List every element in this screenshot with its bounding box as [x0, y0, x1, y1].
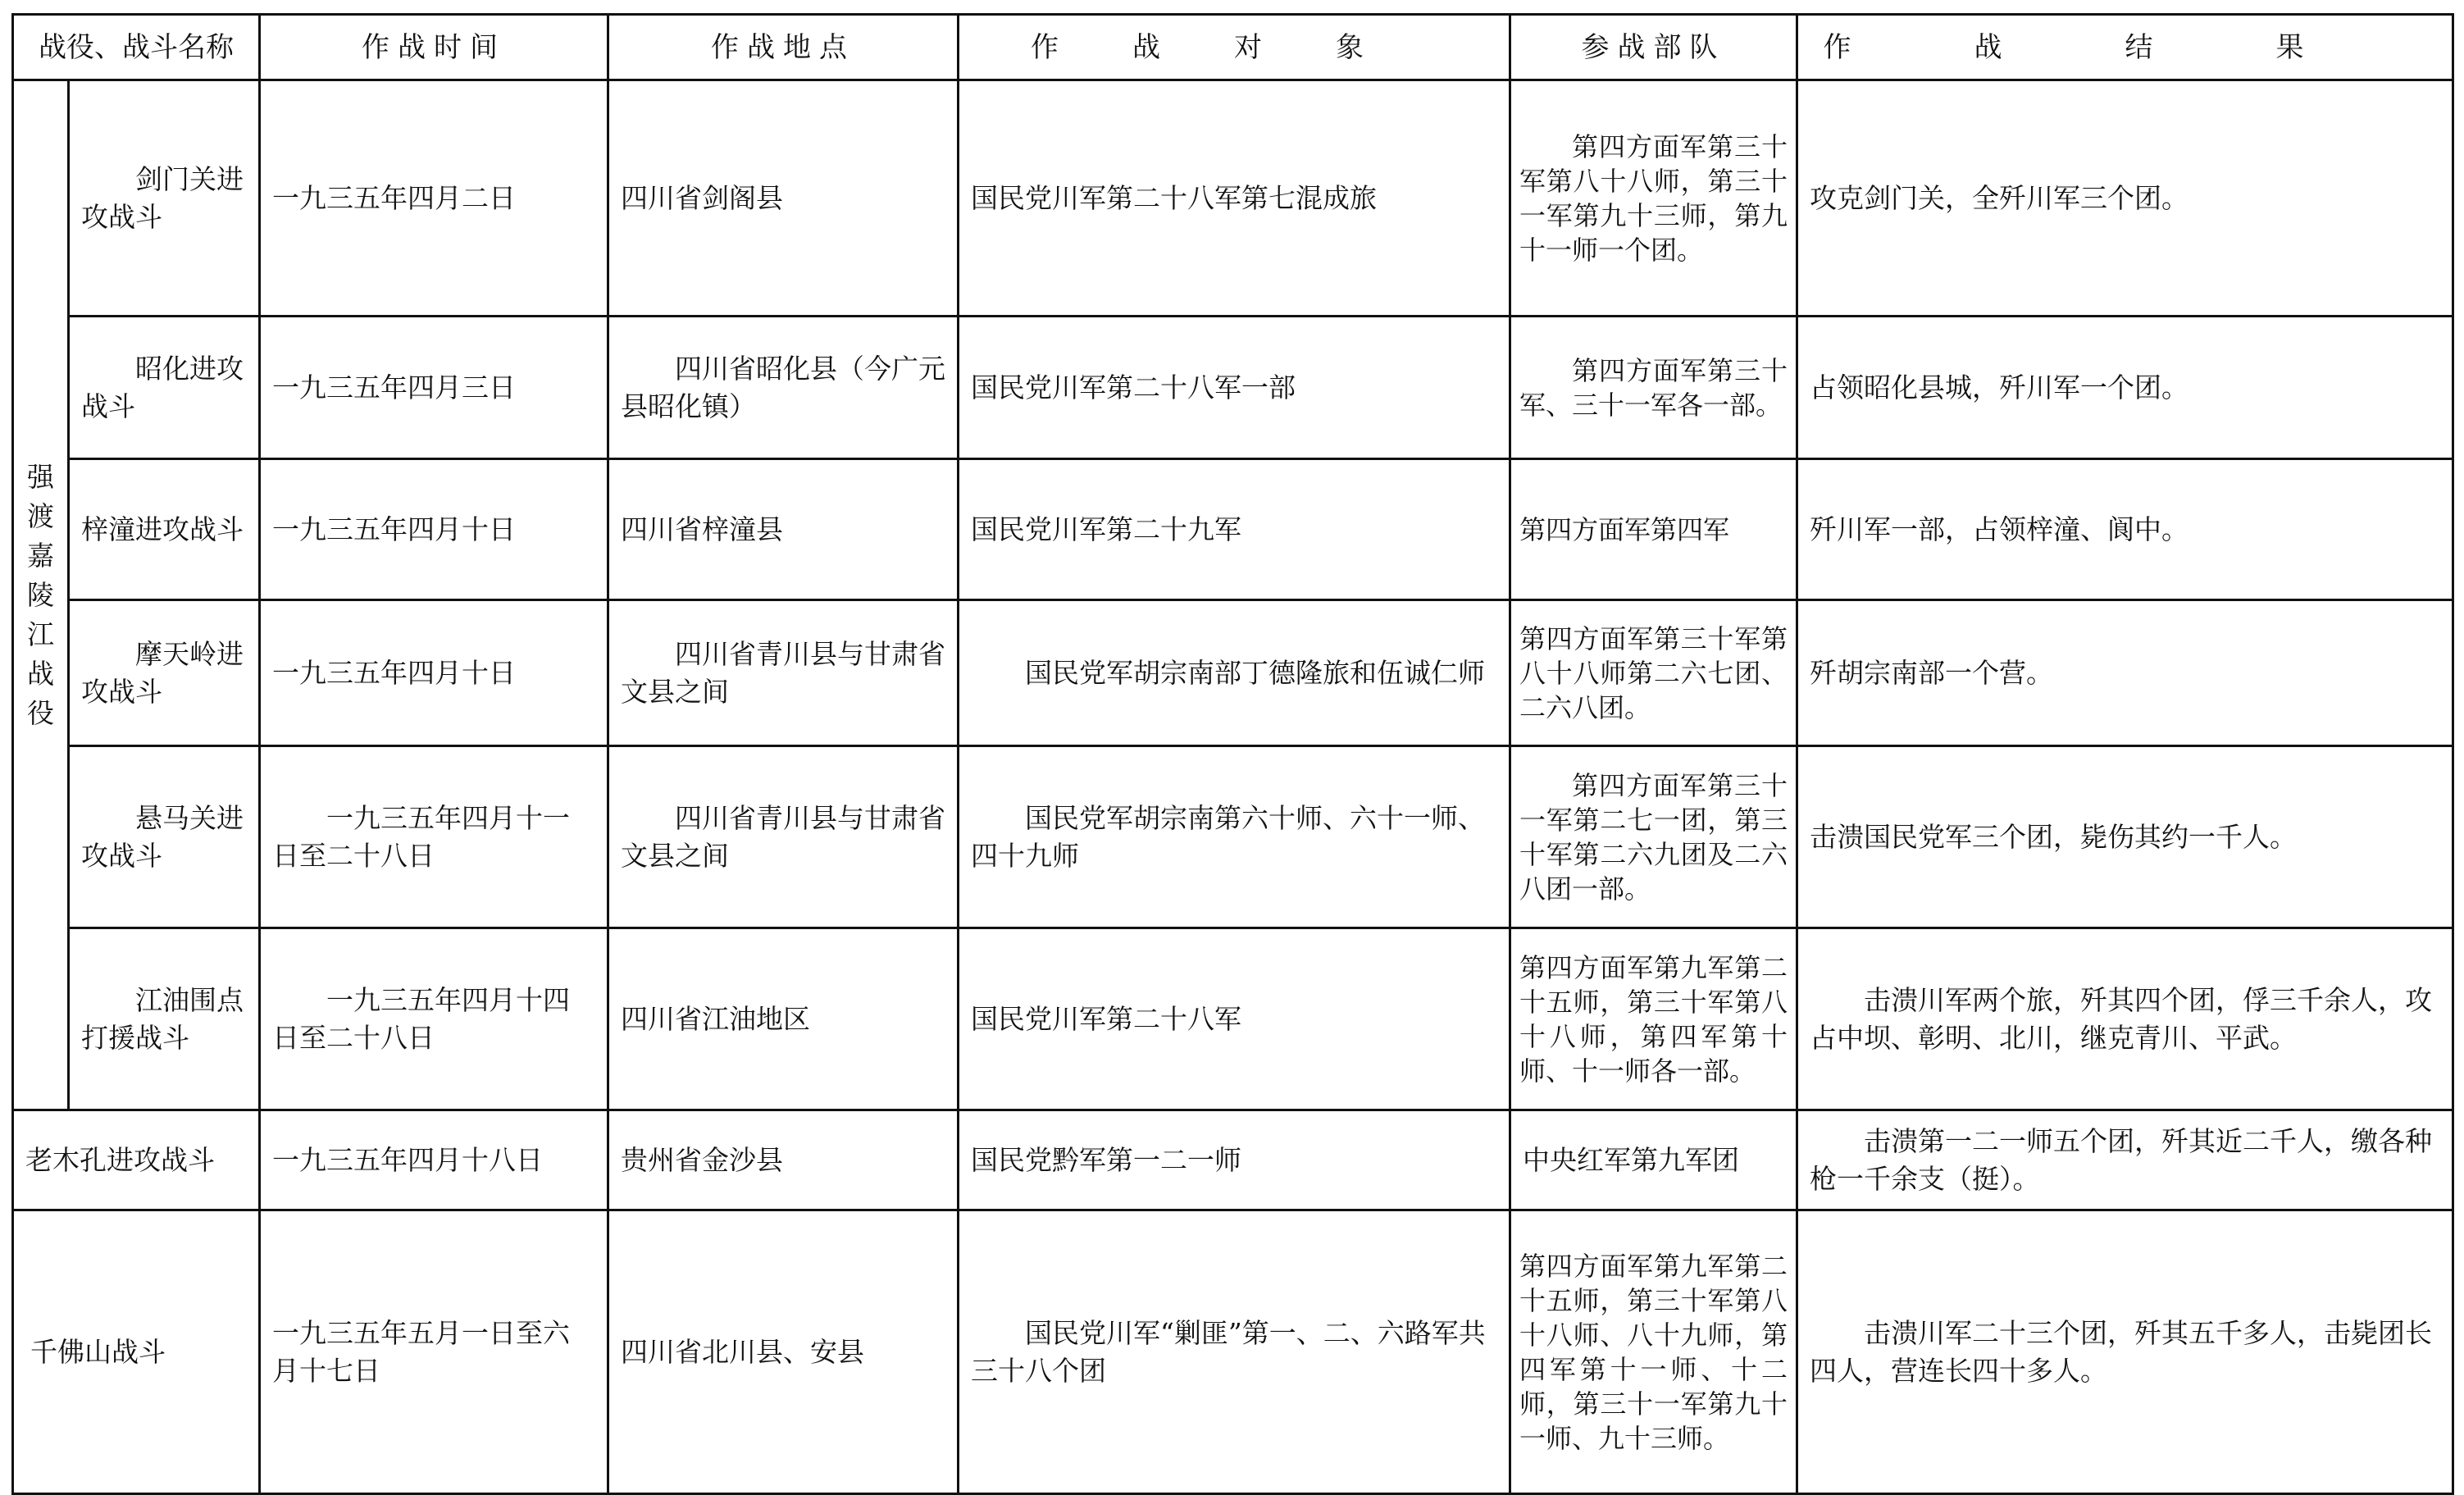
battle-place: 四川省昭化县（今广元县昭化镇） [608, 317, 959, 459]
battle-result: 占领昭化县城，歼川军一个团。 [1797, 317, 2453, 459]
header-units: 参战部队 [1510, 15, 1797, 80]
battle-time: 一九三五年四月十八日 [260, 1110, 608, 1210]
battle-place: 四川省北川县、安县 [608, 1210, 959, 1494]
battle-place: 四川省青川县与甘肃省文县之间 [608, 746, 959, 928]
battle-target: 国民党军胡宗南部丁德隆旅和伍诚仁师 [959, 600, 1510, 746]
battle-place: 贵州省金沙县 [608, 1110, 959, 1210]
battle-units: 第四方面军第三十军、三十一军各一部。 [1510, 317, 1797, 459]
battle-place: 四川省江油地区 [608, 928, 959, 1110]
battle-result: 击溃川军两个旅，歼其四个团，俘三千余人，攻占中坝、彰明、北川，继克青川、平武。 [1797, 928, 2453, 1110]
table-row [13, 317, 2453, 459]
battle-time: 一九三五年四月三日 [260, 317, 608, 459]
campaign-name: 强 渡 嘉 陵 江 战 役 [13, 80, 69, 1110]
battle-place: 四川省剑阁县 [608, 80, 959, 317]
battle-result: 歼川军一部，占领梓潼、阆中。 [1797, 459, 2453, 600]
battle-time: 一九三五年五月一日至六月十七日 [260, 1210, 608, 1494]
table-row [13, 1210, 2453, 1494]
battle-name: 昭化进攻战斗 [69, 317, 260, 459]
table-row [13, 1110, 2453, 1210]
battle-target: 国民党川军第二十九军 [959, 459, 1510, 600]
battle-place: 四川省青川县与甘肃省文县之间 [608, 600, 959, 746]
battle-result: 击溃国民党军三个团，毙伤其约一千人。 [1797, 746, 2453, 928]
table-row [13, 600, 2453, 746]
battle-time: 一九三五年四月十一日至二十八日 [260, 746, 608, 928]
battle-units: 第四方面军第三十军第八十八师第二六七团、二六八团。 [1510, 600, 1797, 746]
campaign-table [11, 13, 2454, 1495]
header-target: 作战对象 [959, 15, 1510, 80]
battle-time: 一九三五年四月十日 [260, 600, 608, 746]
table-row [13, 746, 2453, 928]
battle-units: 中央红军第九军团 [1510, 1110, 1797, 1210]
battle-name: 剑门关进攻战斗 [69, 80, 260, 317]
table-row [13, 459, 2453, 600]
table-row [13, 928, 2453, 1110]
battle-name: 千佛山战斗 [13, 1210, 260, 1494]
battle-name: 悬马关进攻战斗 [69, 746, 260, 928]
battle-target: 国民党川军第二十八军 [959, 928, 1510, 1110]
battle-target: 国民党川军第二十八军第七混成旅 [959, 80, 1510, 317]
battle-name: 老木孔进攻战斗 [13, 1110, 260, 1210]
battle-result: 攻克剑门关，全歼川军三个团。 [1797, 80, 2453, 317]
battle-units: 第四方面军第三十军第八十八师，第三十一军第九十三师，第九十一师一个团。 [1510, 80, 1797, 317]
battle-name: 梓潼进攻战斗 [69, 459, 260, 600]
battle-name: 江油围点打援战斗 [69, 928, 260, 1110]
battle-target: 国民党川军第二十八军一部 [959, 317, 1510, 459]
battle-units: 第四方面军第四军 [1510, 459, 1797, 600]
header-name: 战役、战斗名称 [13, 15, 260, 80]
battle-units: 第四方面军第九军第二十五师，第三十军第八十八师，第四军第十师、十一师各一部。 [1510, 928, 1797, 1110]
battle-name: 摩天岭进攻战斗 [69, 600, 260, 746]
header-place: 作战地点 [608, 15, 959, 80]
battle-result: 歼胡宗南部一个营。 [1797, 600, 2453, 746]
battle-place: 四川省梓潼县 [608, 459, 959, 600]
battle-units: 第四方面军第九军第二十五师，第三十军第八十八师、八十九师，第四军第十一师、十二师，第三十一军第九十一师、九十三师。 [1510, 1210, 1797, 1494]
battle-result: 击溃第一二一师五个团，歼其近二千人，缴各种枪一千余支（挺）。 [1797, 1110, 2453, 1210]
battle-units: 第四方面军第三十一军第二七一团，第三十军第二六九团及二六八团一部。 [1510, 746, 1797, 928]
table-row [13, 80, 2453, 317]
battle-time: 一九三五年四月十日 [260, 459, 608, 600]
battle-result: 击溃川军二十三个团，歼其五千多人，击毙团长四人，营连长四十多人。 [1797, 1210, 2453, 1494]
battle-target: 国民党黔军第一二一师 [959, 1110, 1510, 1210]
header-time: 作战时间 [260, 15, 608, 80]
battle-target: 国民党军胡宗南第六十师、六十一师、四十九师 [959, 746, 1510, 928]
header-row [13, 15, 2453, 80]
battle-target: 国民党川军“剿匪”第一、二、六路军共三十八个团 [959, 1210, 1510, 1494]
header-result: 作战结果 [1797, 15, 2453, 80]
battle-time: 一九三五年四月十四日至二十八日 [260, 928, 608, 1110]
battle-time: 一九三五年四月二日 [260, 80, 608, 317]
